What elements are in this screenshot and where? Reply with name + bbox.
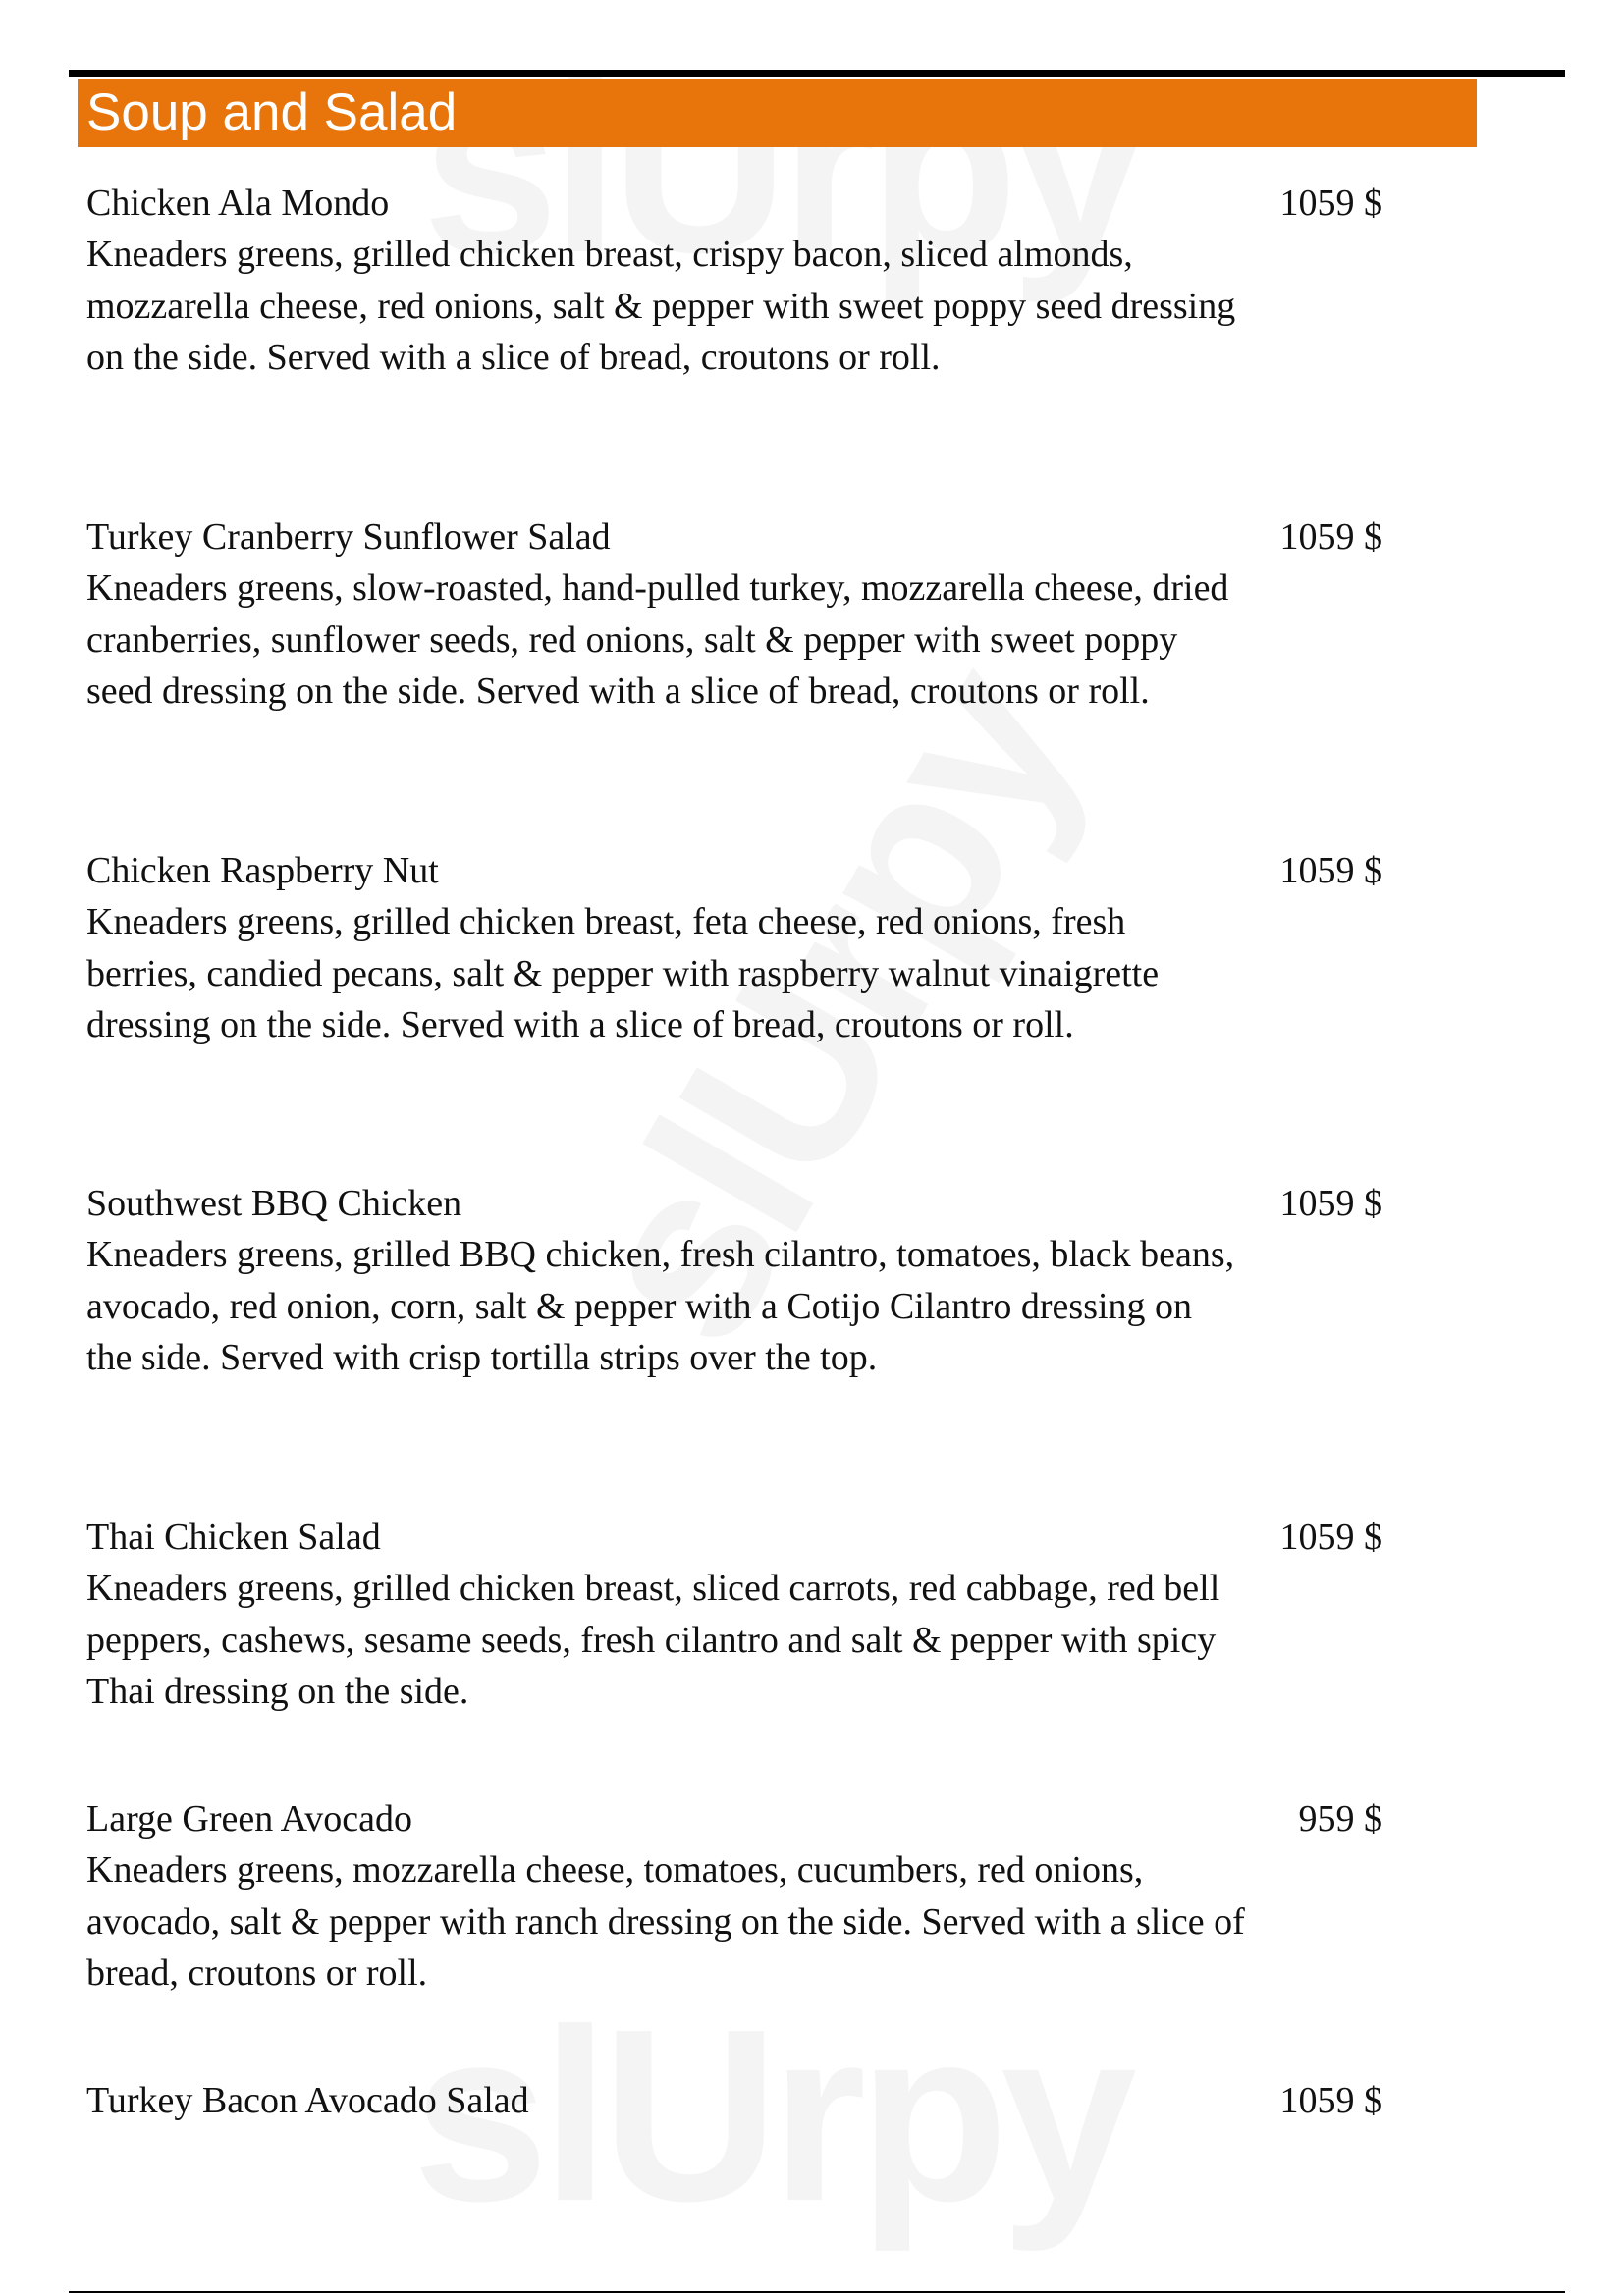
menu-item bbox=[86, 845, 1481, 1051]
menu-item-description: Kneaders greens, mozzarella cheese, tomatoes, cucumbers, red onions, avocado, salt & pepper with ranch dressing on the side. Served with a slice of bread, croutons or roll. bbox=[86, 1849, 1245, 1994]
menu-item bbox=[86, 178, 1481, 384]
menu-item-price: 1059 $ bbox=[1279, 1517, 1382, 1558]
menu-item-description: Kneaders greens, grilled BBQ chicken, fresh cilantro, tomatoes, black beans, avocado, red onion, corn, salt & pepper with a Cotijo Cilantro dressing on the side. Served with crisp tortilla strips over the top. bbox=[86, 1234, 1235, 1378]
menu-item bbox=[86, 2075, 1481, 2126]
section-header bbox=[78, 79, 1477, 147]
menu-item-name: Turkey Bacon Avocado Salad bbox=[86, 2080, 529, 2121]
menu-item-name: Turkey Cranberry Sunflower Salad bbox=[86, 516, 611, 558]
section-title: Soup and Salad bbox=[86, 83, 458, 141]
menu-item-price: 1059 $ bbox=[1279, 1183, 1382, 1224]
menu-item-description: Kneaders greens, grilled chicken breast, feta cheese, red onions, fresh berries, candied pecans, salt & pepper with raspberry walnut vinaigrette dressing on the side. Served with a slice of bread, croutons or roll. bbox=[86, 901, 1160, 1045]
menu-item-price: 959 $ bbox=[1298, 1798, 1382, 1840]
menu-item bbox=[86, 1178, 1481, 1384]
menu-item-description: Kneaders greens, slow-roasted, hand-pulled turkey, mozzarella cheese, dried cranberries, sunflower seeds, red onions, salt & pepper with sweet poppy seed dressing on the side. Served with a slice of bread, croutons or roll. bbox=[86, 567, 1229, 712]
menu-item bbox=[86, 1793, 1481, 2000]
menu-item-price: 1059 $ bbox=[1279, 516, 1382, 558]
menu-item-price: 1059 $ bbox=[1279, 183, 1382, 224]
menu-item-name: Large Green Avocado bbox=[86, 1798, 412, 1840]
menu-item-price: 1059 $ bbox=[1279, 850, 1382, 891]
menu-item-price: 1059 $ bbox=[1279, 2080, 1382, 2121]
menu-item bbox=[86, 1512, 1481, 1718]
menu-item bbox=[86, 511, 1481, 718]
menu-item-name: Chicken Raspberry Nut bbox=[86, 850, 439, 891]
bottom-rule bbox=[69, 2291, 1565, 2293]
top-rule bbox=[69, 70, 1565, 77]
menu-item-description: Kneaders greens, grilled chicken breast, crispy bacon, sliced almonds, mozzarella cheese, red onions, salt & pepper with sweet poppy seed dressing on the side. Served with a slice of bread, croutons or roll. bbox=[86, 234, 1236, 378]
menu-item-name: Southwest BBQ Chicken bbox=[86, 1183, 462, 1224]
menu-item-name: Chicken Ala Mondo bbox=[86, 183, 390, 224]
menu-item-description: Kneaders greens, grilled chicken breast, sliced carrots, red cabbage, red bell peppers, cashews, sesame seeds, fresh cilantro and salt & pepper with spicy Thai dressing on the side. bbox=[86, 1568, 1220, 1712]
menu-item-name: Thai Chicken Salad bbox=[86, 1517, 381, 1558]
